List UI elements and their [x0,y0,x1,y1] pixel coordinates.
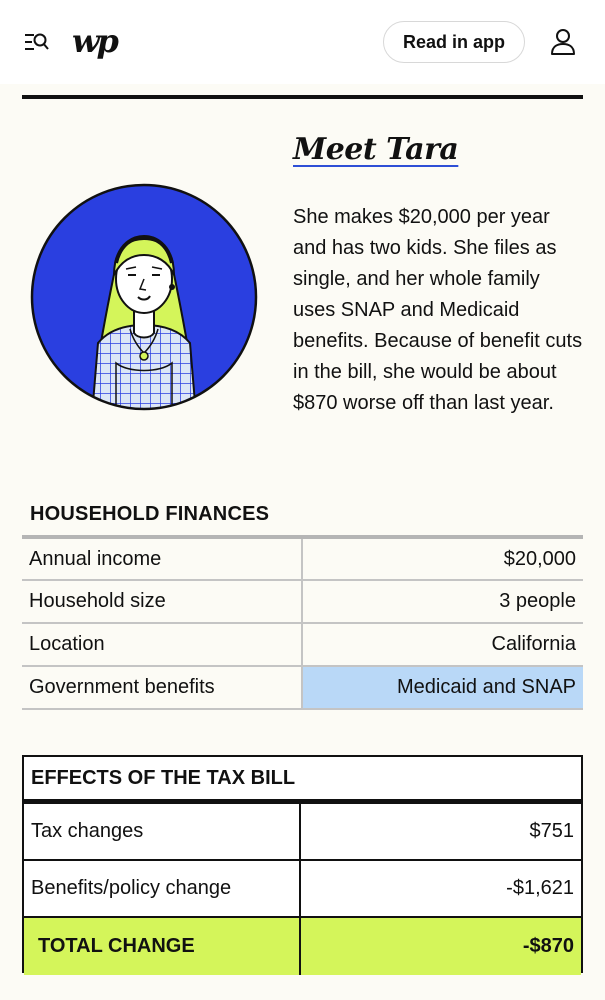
profile-description: She makes $20,000 per year and has two kids. She files as single, and her whole family uses SNAP and Medicaid benefits. Because of benefit cuts in the bill, she would be about $870 worse off than last year. [293,206,583,414]
profile-title: Meet Tara [293,132,459,167]
search-menu-icon[interactable] [24,30,50,54]
household-finances-heading: HOUSEHOLD FINANCES [30,503,270,525]
table-row [24,861,581,918]
row-label: Annual income [22,537,302,580]
tax-bill-effects-box [22,755,583,973]
row-label: Tax changes [24,804,301,859]
benefits-value: Medicaid and SNAP [302,666,583,709]
effects-heading: EFFECTS OF THE TAX BILL [24,757,581,804]
total-change-row [24,918,581,975]
row-value: California [302,623,583,666]
row-label: Benefits/policy change [24,861,301,916]
household-finances-table [22,535,583,710]
table-row [22,537,583,580]
table-row [22,666,583,709]
row-value: -$1,621 [506,877,574,899]
read-in-app-button[interactable]: Read in app [383,21,525,63]
row-value: 3 people [302,580,583,623]
row-label: Household size [22,580,302,623]
site-logo[interactable]: wp [72,22,116,60]
total-value: -$870 [522,935,574,957]
section-divider [22,95,583,99]
user-icon[interactable] [550,28,576,56]
site-header [0,0,605,84]
table-row [22,580,583,623]
row-label: Government benefits [22,666,302,709]
table-row [22,623,583,666]
row-value: $20,000 [302,537,583,580]
avatar-illustration [30,183,258,411]
table-row [24,804,581,861]
total-label: TOTAL CHANGE [24,918,301,975]
row-value: $751 [529,820,574,842]
row-label: Location [22,623,302,666]
